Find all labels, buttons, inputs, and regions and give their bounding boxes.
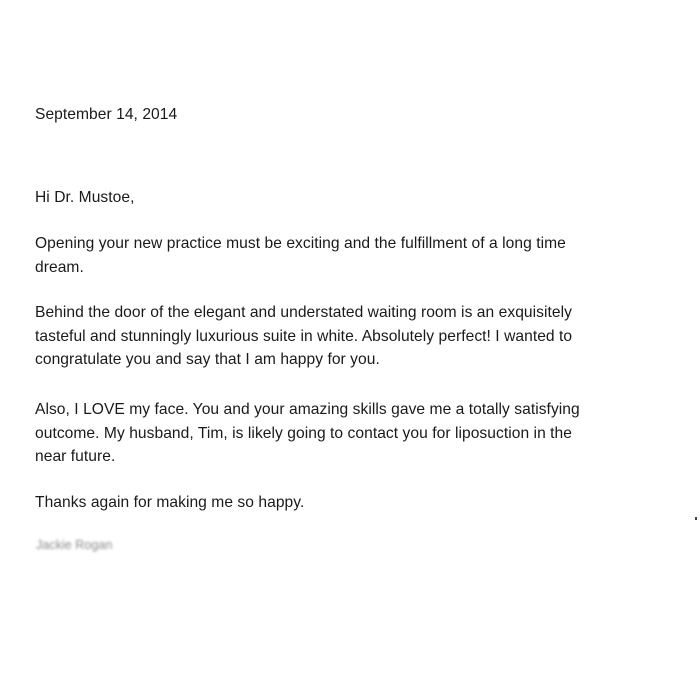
letter-paragraph-1 [35,232,685,279]
scan-edge-mark [695,517,697,520]
paragraph-line: outcome. My husband, Tim, is likely going to contact you for liposuction in the [35,424,573,442]
letter-paragraph-2 [35,301,685,372]
letter-paragraph-3 [35,398,685,469]
blurred-signature [34,536,138,554]
signature-text: Jackie Rogan [36,538,113,552]
paragraph-line: Behind the door of the elegant and understated waiting room is an exquisitely [35,304,572,321]
signature-blur-image [34,536,138,554]
paragraph-line: Opening your new practice must be exciting and the fulfillment of a long time [35,235,566,252]
paragraph-line: dream. [35,258,84,276]
paragraph-line: Also, I LOVE my face. You and your amazing skills gave me a totally satisfying [35,401,580,418]
paragraph-line: near future. [35,448,116,465]
paragraph-line: congratulate you and say that I am happy for you. [35,351,380,368]
paragraph-line: tasteful and stunningly luxurious suite in white. Absolutely perfect! I wanted to [35,327,573,345]
letter-salutation: Hi Dr. Mustoe, [35,189,135,206]
letter-date: September 14, 2014 [35,106,178,123]
letter-closing: Thanks again for making me so happy. [35,494,305,511]
